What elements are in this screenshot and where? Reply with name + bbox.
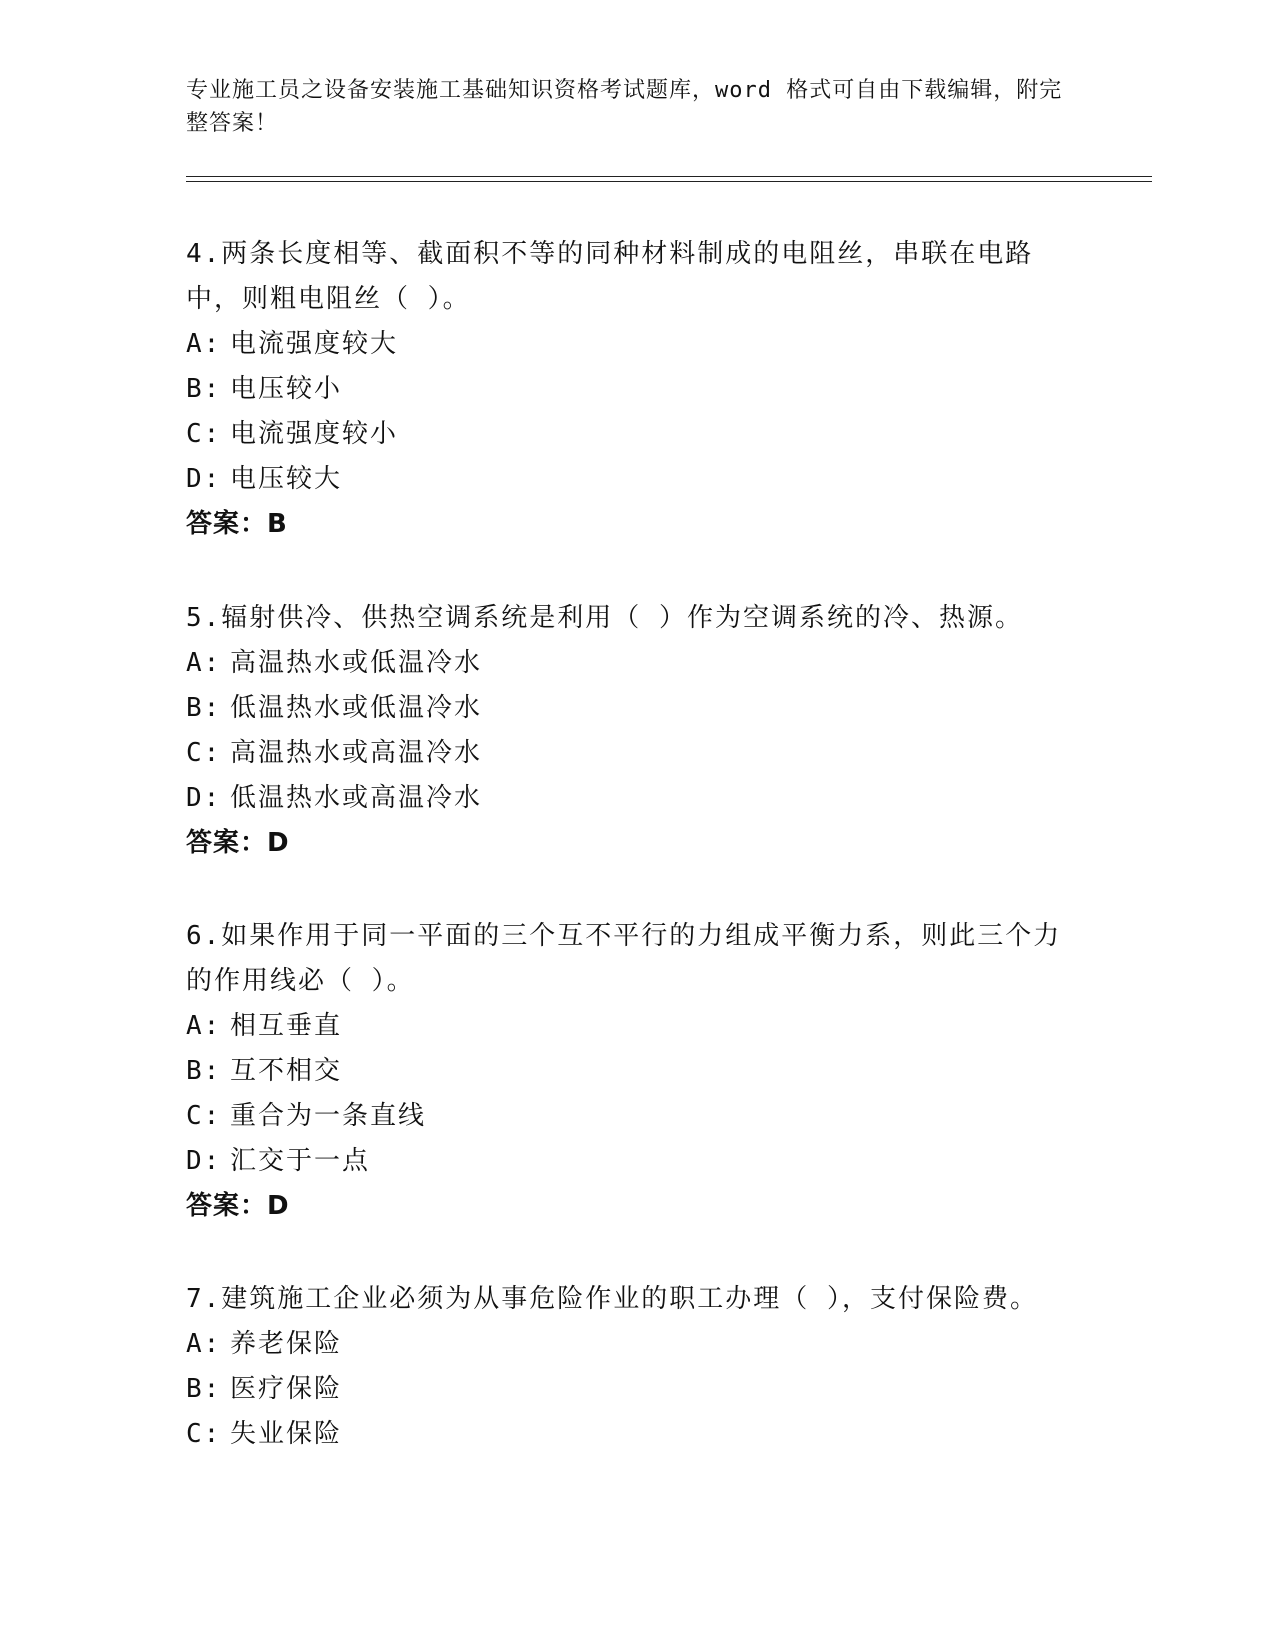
option-d [186, 457, 1066, 502]
option-key: B: [186, 1374, 222, 1404]
option-text: 低温热水或高温冷水 [230, 783, 483, 813]
answer-line: 答案：D [186, 1191, 290, 1221]
option-text: 医疗保险 [230, 1374, 343, 1404]
option-text: 汇交于一点 [230, 1146, 371, 1176]
option-key: C: [186, 1101, 222, 1131]
option-text: 重合为一条直线 [230, 1101, 427, 1131]
option-text: 养老保险 [230, 1329, 343, 1359]
option-c [186, 731, 1066, 776]
option-key: A: [186, 1011, 222, 1041]
question-4 [186, 232, 1066, 547]
option-b [186, 686, 1066, 731]
option-key: C: [186, 419, 222, 449]
option-c [186, 412, 1066, 457]
option-text: 互不相交 [230, 1056, 343, 1086]
option-key: C: [186, 1419, 222, 1449]
option-b [186, 367, 1066, 412]
option-key: B: [186, 1056, 222, 1086]
question-text: 4.两条长度相等、截面积不等的同种材料制成的电阻丝，串联在电路中，则粗电阻丝（ ）。 [186, 239, 1034, 314]
option-key: D: [186, 783, 222, 813]
option-text: 高温热水或低温冷水 [230, 648, 483, 678]
option-key: D: [186, 1146, 222, 1176]
answer-line: 答案：B [186, 509, 288, 539]
option-text: 电压较大 [230, 464, 343, 494]
option-b [186, 1367, 1066, 1412]
option-key: A: [186, 1329, 222, 1359]
option-key: B: [186, 374, 222, 404]
question-5 [186, 596, 1066, 866]
question-text: 5.辐射供冷、供热空调系统是利用（ ）作为空调系统的冷、热源。 [186, 603, 1023, 633]
option-text: 低温热水或低温冷水 [230, 693, 483, 723]
option-a [186, 1322, 1066, 1367]
option-text: 相互垂直 [230, 1011, 343, 1041]
answer-line: 答案：D [186, 828, 290, 858]
option-c [186, 1094, 1066, 1139]
document-header: 专业施工员之设备安装施工基础知识资格考试题库，word 格式可自由下载编辑，附完整答案！ [186, 78, 1063, 136]
question-text: 7.建筑施工企业必须为从事危险作业的职工办理（ ），支付保险费。 [186, 1284, 1038, 1314]
question-7 [186, 1277, 1066, 1457]
question-6 [186, 914, 1066, 1229]
option-d [186, 776, 1066, 821]
option-key: C: [186, 738, 222, 768]
option-b [186, 1049, 1066, 1094]
question-text: 6.如果作用于同一平面的三个互不平行的力组成平衡力系，则此三个力的作用线必（ ）。 [186, 921, 1062, 996]
header-divider-bottom [186, 181, 1152, 182]
option-a [186, 1004, 1066, 1049]
option-text: 电压较小 [230, 374, 343, 404]
option-a [186, 641, 1066, 686]
option-key: D: [186, 464, 222, 494]
option-text: 电流强度较大 [230, 329, 399, 359]
option-d [186, 1139, 1066, 1184]
option-text: 电流强度较小 [230, 419, 399, 449]
option-a [186, 322, 1066, 367]
option-c [186, 1412, 1066, 1457]
option-text: 失业保险 [230, 1419, 343, 1449]
option-key: B: [186, 693, 222, 723]
option-text: 高温热水或高温冷水 [230, 738, 483, 768]
option-key: A: [186, 648, 222, 678]
option-key: A: [186, 329, 222, 359]
header-divider-top [186, 176, 1152, 177]
